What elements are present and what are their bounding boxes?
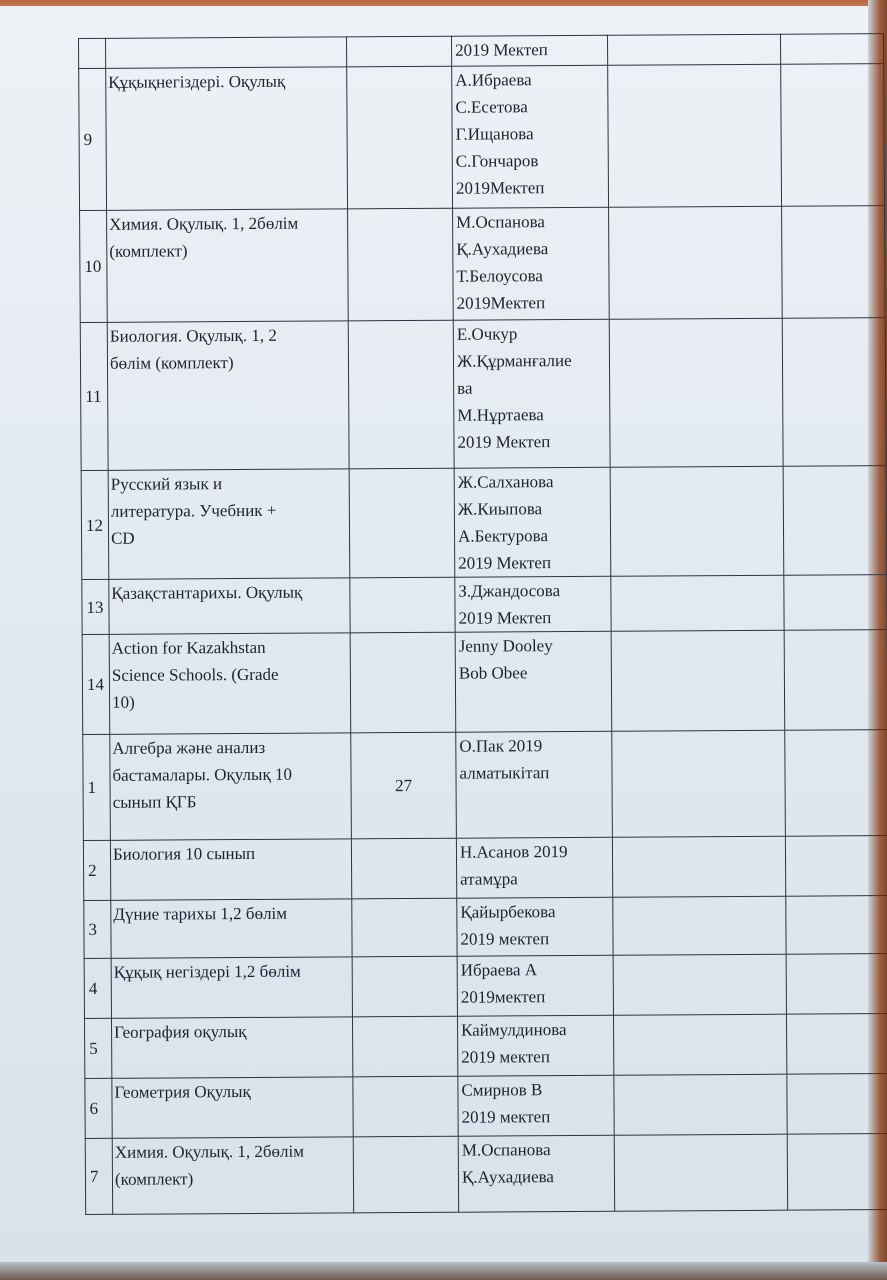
quantity-cell: 27	[351, 732, 457, 839]
empty-cell	[786, 896, 887, 955]
table-row	[79, 64, 885, 211]
empty-cell	[783, 466, 887, 576]
author-publisher-cell	[458, 1135, 614, 1212]
author-publisher-cell	[452, 65, 609, 208]
row-number-cell: 4	[84, 958, 111, 1018]
table-row	[82, 630, 887, 735]
title-cell	[109, 578, 350, 634]
author-publisher-cell	[457, 955, 613, 1016]
author-line: С.Гончаров	[455, 151, 539, 171]
empty-cell	[786, 1014, 887, 1075]
empty-cell	[613, 1014, 786, 1075]
title-line: Биология. Оқулық. 1, 2	[109, 325, 277, 346]
quantity-cell	[350, 577, 455, 633]
author-line: Ж.Салханова	[457, 472, 554, 492]
table-row	[80, 206, 886, 323]
title-cell	[111, 957, 352, 1018]
author-line: Ж.Құрманғалие	[456, 350, 572, 371]
quantity-cell	[352, 956, 457, 1017]
title-line: Құқықнегіздері. Оқулық	[108, 71, 286, 92]
table-row	[81, 466, 887, 580]
row-number-cell: 11	[80, 322, 108, 470]
empty-cell	[614, 1074, 787, 1135]
title-line: 10)	[112, 692, 135, 712]
empty-cell	[614, 1134, 787, 1211]
author-line: Г.Ищанова	[455, 124, 534, 144]
row-number-cell: 9	[79, 68, 107, 210]
empty-cell	[612, 730, 786, 837]
title-cell	[112, 1137, 353, 1214]
author-line: 2019мектеп	[460, 987, 546, 1007]
quantity-cell	[346, 36, 451, 67]
author-line: Қ.Аухадиева	[456, 239, 549, 259]
author-publisher-cell	[457, 1015, 613, 1076]
table-row	[79, 34, 884, 69]
title-line: Геометрия Оқулық	[114, 1081, 251, 1102]
quantity-cell	[348, 320, 454, 469]
author-publisher-cell	[457, 897, 613, 956]
row-number-cell: 7	[85, 1138, 112, 1214]
title-line: Құқық негіздері 1,2 бөлім	[113, 961, 301, 982]
author-line: 2019 Мектеп	[457, 432, 551, 452]
title-line: (комплект)	[114, 1169, 194, 1189]
quantity-cell	[353, 1136, 458, 1213]
empty-cell	[781, 64, 885, 207]
row-number-cell: 2	[83, 840, 110, 900]
author-line: 2019Мектеп	[456, 293, 546, 313]
title-cell	[110, 733, 352, 840]
quantity-cell	[348, 208, 454, 321]
author-line: 2019 Мектеп	[458, 553, 552, 573]
author-line: М.Оспанова	[461, 1140, 551, 1160]
title-cell	[108, 469, 350, 579]
table-row	[84, 1014, 887, 1079]
author-line: З.Джандосова	[458, 581, 561, 601]
empty-cell	[608, 64, 782, 207]
empty-cell	[607, 34, 780, 65]
author-publisher-cell	[455, 576, 611, 632]
table-row	[83, 730, 887, 841]
row-number-cell: 10	[80, 210, 108, 322]
title-line: Қазақстантарихы. Оқулық	[111, 582, 303, 603]
title-cell	[111, 899, 352, 958]
title-line: Дүние тарихы 1,2 бөлім	[113, 903, 288, 924]
table-row	[85, 1074, 887, 1139]
table-row	[82, 575, 887, 635]
author-line: Қайырбекова	[460, 902, 556, 922]
quantity-cell	[347, 66, 453, 209]
title-line: Химия. Оқулық. 1, 2бөлім	[109, 213, 299, 234]
title-cell	[110, 839, 351, 900]
author-line: Н.Асанов 2019	[459, 842, 568, 862]
empty-cell	[611, 575, 784, 631]
title-line: CD	[110, 528, 135, 548]
author-publisher-cell	[451, 35, 607, 66]
quantity-cell	[352, 898, 457, 957]
empty-cell	[782, 206, 886, 319]
empty-cell	[785, 836, 887, 897]
title-cell	[106, 37, 347, 68]
empty-cell	[610, 466, 784, 576]
empty-cell	[784, 575, 887, 631]
empty-cell	[787, 1134, 887, 1211]
author-publisher-cell	[456, 731, 613, 838]
empty-cell	[612, 836, 785, 897]
empty-cell	[609, 318, 783, 467]
author-line: С.Есетова	[455, 97, 528, 117]
quantity-cell	[352, 1016, 457, 1077]
author-line: Смирнов В	[461, 1080, 543, 1100]
empty-cell	[611, 630, 785, 731]
author-line: алматыкітап	[459, 763, 550, 783]
title-line: Биология 10 сынып	[112, 843, 256, 864]
author-line: атамұра	[460, 869, 518, 889]
author-line: Т.Белоусова	[456, 266, 544, 286]
empty-cell	[787, 1074, 887, 1135]
title-line: Русский язык и	[110, 474, 223, 494]
row-number-cell: 5	[84, 1018, 111, 1078]
author-line: Ибраева А	[460, 960, 538, 980]
author-publisher-cell	[455, 631, 612, 732]
author-line: Jenny Dooley	[458, 636, 553, 656]
table-row	[80, 318, 886, 471]
quantity-cell	[350, 632, 456, 733]
author-line: 2019 мектеп	[461, 1047, 550, 1067]
title-line: бөлім (комплект)	[109, 353, 234, 373]
author-line: Қ.Аухадиева	[461, 1167, 555, 1187]
author-line: ва	[457, 378, 473, 398]
title-line: литература. Учебник +	[110, 500, 277, 521]
textbook-table	[78, 33, 887, 1215]
title-cell	[106, 67, 348, 210]
empty-cell	[786, 954, 887, 1015]
table-row	[84, 954, 887, 1019]
title-line: бастамалары. Оқулық 10	[112, 764, 292, 785]
author-line: М.Оспанова	[456, 212, 545, 232]
author-publisher-cell	[456, 837, 612, 898]
title-line: География оқулық	[114, 1021, 247, 1042]
row-number-cell: 13	[82, 579, 109, 634]
empty-cell	[609, 206, 783, 319]
empty-cell	[782, 318, 886, 467]
row-number-cell: 3	[84, 900, 111, 958]
author-line: 2019 мектеп	[460, 929, 550, 949]
table-row	[85, 1134, 887, 1215]
empty-cell	[613, 896, 786, 955]
empty-cell	[785, 730, 887, 837]
row-number-cell: 12	[81, 470, 109, 579]
table-body	[79, 34, 887, 1215]
row-number-cell: 1	[83, 734, 111, 840]
author-line: А.Бектурова	[457, 526, 549, 546]
author-publisher-cell	[453, 319, 610, 468]
author-line: О.Пак 2019	[459, 736, 543, 756]
title-line: Химия. Оқулық. 1, 2бөлім	[114, 1141, 304, 1162]
title-line: Science Schools. (Grade	[111, 664, 279, 685]
author-line: Е.Очкур	[456, 324, 518, 344]
author-publisher-cell	[458, 1075, 614, 1136]
author-line: Ж.Киыпова	[457, 499, 543, 519]
author-publisher-cell	[453, 207, 610, 320]
table-row	[83, 836, 887, 901]
empty-cell	[613, 954, 786, 1015]
author-line: 2019 Мектеп	[458, 608, 552, 628]
title-cell	[111, 1017, 352, 1078]
title-cell	[109, 633, 351, 734]
author-line: М.Нұртаева	[457, 405, 544, 425]
title-cell	[107, 209, 349, 322]
title-cell	[107, 321, 349, 470]
author-line: Bob Obee	[458, 663, 528, 683]
row-number-cell: 6	[85, 1078, 112, 1138]
title-line: сынып ҚГБ	[112, 792, 197, 812]
author-line: Каймулдинова	[461, 1020, 567, 1040]
table-row	[84, 896, 887, 959]
title-cell	[112, 1077, 353, 1138]
author-line: А.Ибраева	[455, 70, 532, 90]
title-line: (комплект)	[109, 241, 188, 261]
quantity-cell	[353, 1076, 458, 1137]
quantity-cell	[351, 838, 456, 899]
author-publisher-cell	[454, 467, 611, 577]
title-line: Action for Kazakhstan	[111, 637, 266, 658]
quantity-cell	[349, 468, 455, 578]
author-line: 2019Мектеп	[455, 178, 545, 198]
author-line: 2019 мектеп	[461, 1107, 551, 1127]
background-edge-bottom	[0, 1262, 887, 1280]
row-number-cell	[79, 38, 106, 68]
title-line: Алгебра және анализ	[112, 737, 266, 758]
empty-cell	[784, 630, 887, 731]
empty-cell	[780, 34, 883, 65]
row-number-cell: 14	[82, 634, 110, 734]
author-line: 2019 Мектеп	[455, 40, 548, 60]
